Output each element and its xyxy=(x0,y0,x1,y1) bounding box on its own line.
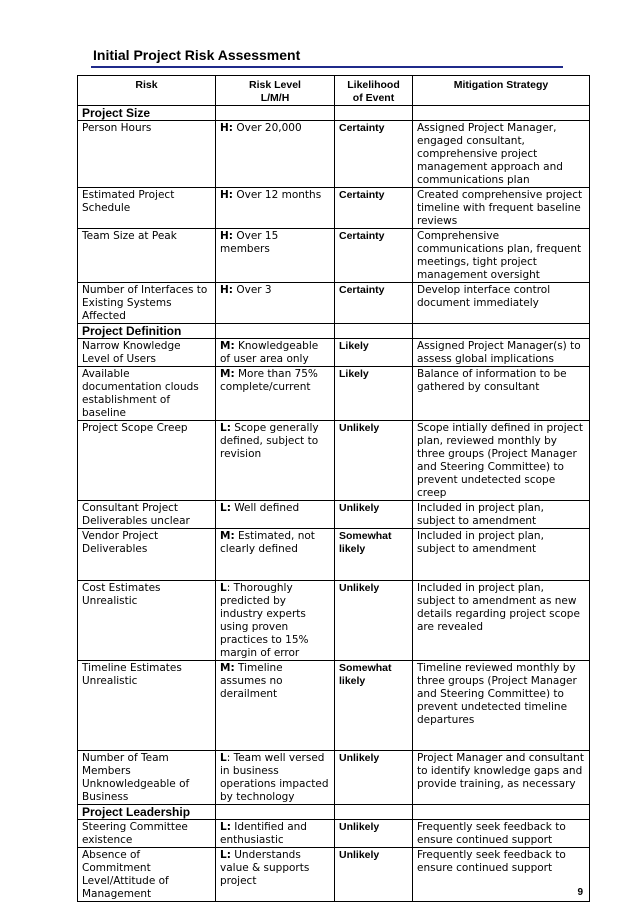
table-row xyxy=(78,661,590,751)
section-empty-cell xyxy=(413,805,590,820)
risk-level-cell xyxy=(216,581,335,661)
section-title: Project Size xyxy=(78,106,216,121)
risk-cell: Available documentation clouds establishment of baseline xyxy=(78,367,216,421)
section-row xyxy=(78,805,590,820)
section-empty-cell xyxy=(216,324,335,339)
risk-level-cell xyxy=(216,661,335,751)
risk-level-code: L xyxy=(220,752,227,764)
risk-cell: Steering Committee existence xyxy=(78,820,216,848)
risk-cell: Team Size at Peak xyxy=(78,229,216,283)
risk-cell: Absence of Commitment Level/Attitude of Management xyxy=(78,848,216,902)
risk-level-code: L: xyxy=(220,849,231,861)
likelihood-cell: Likely xyxy=(335,339,413,367)
section-row xyxy=(78,106,590,121)
risk-cell: Number of Team Members Unknowledgeable of Business xyxy=(78,751,216,805)
risk-cell: Person Hours xyxy=(78,121,216,188)
title-underline xyxy=(91,66,563,68)
mitigation-cell xyxy=(413,581,590,661)
mitigation-cell xyxy=(413,661,590,751)
risk-level-text: Over 12 months xyxy=(233,189,322,201)
risk-level-cell xyxy=(216,283,335,324)
header-mitigation: Mitigation Strategy xyxy=(413,76,590,106)
mitigation-cell xyxy=(413,188,590,229)
risk-table xyxy=(77,75,590,902)
risk-cell: Narrow Knowledge Level of Users xyxy=(78,339,216,367)
risk-level-text: Timeline assumes no derailment xyxy=(220,662,283,700)
table-row xyxy=(78,751,590,805)
mitigation-cell xyxy=(413,367,590,421)
table-row xyxy=(78,848,590,902)
risk-level-cell xyxy=(216,421,335,501)
mitigation-cell xyxy=(413,229,590,283)
likelihood-cell: Unlikely xyxy=(335,751,413,805)
likelihood-cell: Unlikely xyxy=(335,501,413,529)
mitigation-text: Balance of information to be gathered by consultant xyxy=(417,368,567,393)
section-title: Project Leadership xyxy=(78,805,216,820)
risk-level-text: Identified and enthusiastic xyxy=(220,821,307,846)
mitigation-text: Assigned Project Manager(s) to assess global implications xyxy=(417,340,581,365)
risk-cell: Estimated Project Schedule xyxy=(78,188,216,229)
mitigation-text: Created comprehensive project timeline with frequent baseline reviews xyxy=(417,189,583,227)
mitigation-text: Project Manager and consultant to identify knowledge gaps and provide training, as necessary xyxy=(417,752,584,790)
risk-level-text: Over 15 members xyxy=(220,230,279,255)
table-body xyxy=(78,106,590,902)
section-empty-cell xyxy=(413,106,590,121)
risk-cell: Number of Interfaces to Existing Systems Affected xyxy=(78,283,216,324)
page-number: 9 xyxy=(577,887,583,898)
risk-level-cell xyxy=(216,751,335,805)
mitigation-cell xyxy=(413,820,590,848)
risk-level-code: M: xyxy=(220,368,235,380)
mitigation-cell xyxy=(413,339,590,367)
table-row xyxy=(78,339,590,367)
risk-level-text: Over 20,000 xyxy=(233,122,302,134)
table-row xyxy=(78,421,590,501)
header-risk-level: Risk Level L/M/H xyxy=(216,76,335,106)
mitigation-cell xyxy=(413,848,590,902)
section-empty-cell xyxy=(335,106,413,121)
section-title: Project Definition xyxy=(78,324,216,339)
mitigation-text: Frequently seek feedback to ensure continued support xyxy=(417,821,566,846)
likelihood-cell: Unlikely xyxy=(335,421,413,501)
risk-level-code: L xyxy=(220,582,227,594)
table-row xyxy=(78,501,590,529)
risk-level-text: Estimated, not clearly defined xyxy=(220,530,315,555)
risk-level-cell xyxy=(216,367,335,421)
risk-level-code: M: xyxy=(220,530,235,542)
mitigation-cell xyxy=(413,751,590,805)
mitigation-cell xyxy=(413,529,590,581)
risk-level-code: H: xyxy=(220,284,233,296)
risk-cell: Consultant Project Deliverables unclear xyxy=(78,501,216,529)
risk-level-text: Well defined xyxy=(230,502,300,514)
likelihood-cell: Somewhat likely xyxy=(335,661,413,751)
table-row xyxy=(78,229,590,283)
risk-level-text: More than 75% complete/current xyxy=(220,368,318,393)
likelihood-cell: Unlikely xyxy=(335,848,413,902)
mitigation-text: Frequently seek feedback to ensure continued support xyxy=(417,849,566,874)
likelihood-cell: Likely xyxy=(335,367,413,421)
risk-level-code: H: xyxy=(220,230,233,242)
risk-level-code: L: xyxy=(220,821,231,833)
risk-level-text: Scope generally defined, subject to revision xyxy=(220,422,319,460)
mitigation-cell xyxy=(413,421,590,501)
header-risk: Risk xyxy=(78,76,216,106)
section-row xyxy=(78,324,590,339)
header-likelihood: Likelihood of Event xyxy=(335,76,413,106)
risk-level-text: Knowledgeable of user area only xyxy=(220,340,319,365)
likelihood-cell: Unlikely xyxy=(335,820,413,848)
risk-level-text: Over 3 xyxy=(233,284,272,296)
risk-level-cell xyxy=(216,188,335,229)
mitigation-text: Comprehensive communications plan, frequent meetings, tight project management oversight xyxy=(417,230,582,281)
likelihood-cell: Certainty xyxy=(335,229,413,283)
section-empty-cell xyxy=(335,324,413,339)
likelihood-cell: Certainty xyxy=(335,283,413,324)
mitigation-cell xyxy=(413,283,590,324)
mitigation-text: Scope intially defined in project plan, reviewed monthly by three groups (Project Manager and Steering Committee) to prevent undetected scope creep xyxy=(417,422,583,499)
risk-level-cell xyxy=(216,339,335,367)
risk-cell: Cost Estimates Unrealistic xyxy=(78,581,216,661)
risk-level-code: M: xyxy=(220,662,235,674)
risk-level-code: H: xyxy=(220,122,233,134)
risk-level-code: L: xyxy=(220,422,231,434)
section-empty-cell xyxy=(216,106,335,121)
risk-cell: Timeline Estimates Unrealistic xyxy=(78,661,216,751)
mitigation-text: Included in project plan, subject to amendment xyxy=(417,502,544,527)
table-row xyxy=(78,581,590,661)
table-row xyxy=(78,367,590,421)
section-empty-cell xyxy=(216,805,335,820)
table-row xyxy=(78,820,590,848)
risk-level-code: M: xyxy=(220,340,235,352)
likelihood-cell: Certainty xyxy=(335,121,413,188)
risk-level-cell xyxy=(216,848,335,902)
risk-level-cell xyxy=(216,229,335,283)
risk-level-text: Understands value & supports project xyxy=(220,849,310,887)
risk-level-cell xyxy=(216,820,335,848)
risk-level-cell xyxy=(216,121,335,188)
risk-cell: Project Scope Creep xyxy=(78,421,216,501)
mitigation-text: Included in project plan, subject to amendment xyxy=(417,530,544,555)
mitigation-cell xyxy=(413,121,590,188)
mitigation-text: Timeline reviewed monthly by three groups (Project Manager and Steering Committee) to prevent undetected timeline departures xyxy=(417,662,577,726)
likelihood-cell: Unlikely xyxy=(335,581,413,661)
risk-level-text: : Thoroughly predicted by industry experts using proven practices to 15% margin of error xyxy=(220,582,309,659)
mitigation-text: Included in project plan, subject to amendment as new details regarding project scope are revealed xyxy=(417,582,580,633)
table-row xyxy=(78,188,590,229)
risk-cell: Vendor Project Deliverables xyxy=(78,529,216,581)
risk-level-cell xyxy=(216,501,335,529)
table-row xyxy=(78,283,590,324)
risk-level-text: : Team well versed in business operations impacted by technology xyxy=(220,752,329,803)
mitigation-text: Develop interface control document immediately xyxy=(417,284,551,309)
risk-level-code: L: xyxy=(220,502,231,514)
header-row xyxy=(78,76,590,106)
section-empty-cell xyxy=(335,805,413,820)
page-title: Initial Project Risk Assessment xyxy=(93,47,301,63)
mitigation-cell xyxy=(413,501,590,529)
risk-level-code: H: xyxy=(220,189,233,201)
likelihood-cell: Certainty xyxy=(335,188,413,229)
likelihood-cell: Somewhat likely xyxy=(335,529,413,581)
risk-level-cell xyxy=(216,529,335,581)
mitigation-text: Assigned Project Manager, engaged consultant, comprehensive project management approach and communications plan xyxy=(417,122,563,186)
section-empty-cell xyxy=(413,324,590,339)
table-row xyxy=(78,121,590,188)
table-row xyxy=(78,529,590,581)
